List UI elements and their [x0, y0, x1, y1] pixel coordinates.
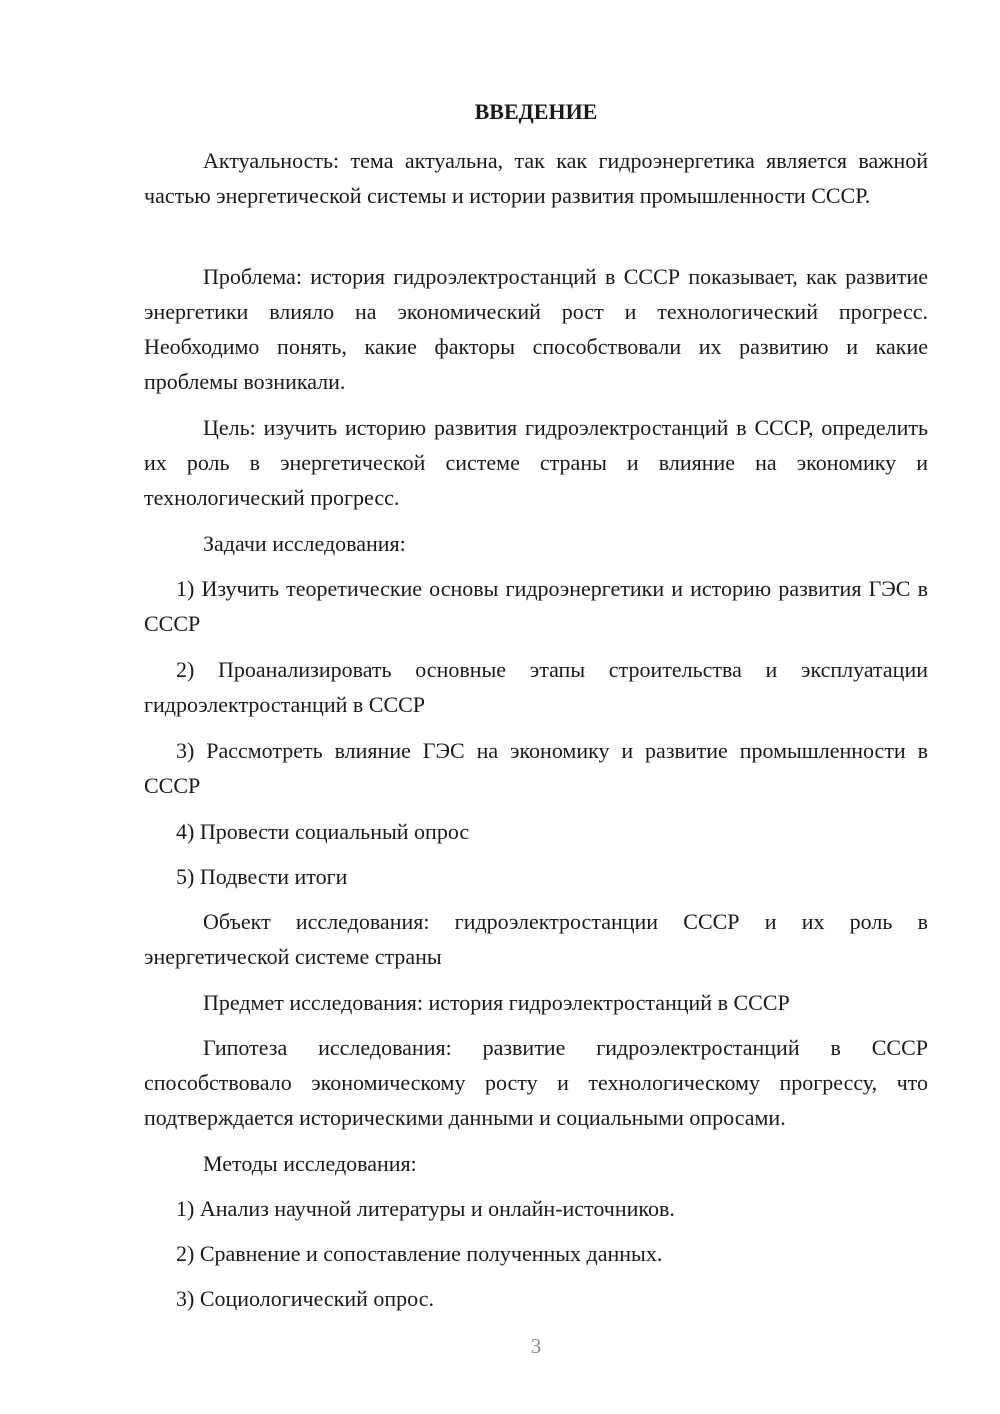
paragraph-relevance: Актуальность: тема актуальна, так как гидроэнергетика является важной частью энергетической системы и истории развития промышленности СССР. — [144, 148, 928, 208]
paragraph-goal: Цель: изучить историю развития гидроэлектростанций в СССР, определить их роль в энергетической системе страны и влияние на экономику и технологический прогресс. — [144, 415, 928, 510]
paragraph-tasks-heading: Задачи исследования: — [203, 531, 406, 556]
paragraph-hypothesis: Гипотеза исследования: развитие гидроэлектростанций в СССР способствовало экономическому росту и технологическому прогрессу, что подтверждается историческими данными и социальными опросами. — [144, 1035, 928, 1130]
task-item-4: 4) Провести социальный опрос — [176, 819, 470, 844]
paragraph-object: Объект исследования: гидроэлектростанции СССР и их роль в энергетической системе страны — [144, 909, 928, 969]
method-item-3: 3) Социологический опрос. — [176, 1286, 434, 1311]
section-title: ВВЕДЕНИЕ — [474, 99, 598, 124]
paragraph-methods-heading: Методы исследования: — [203, 1151, 417, 1176]
method-item-1: 1) Анализ научной литературы и онлайн-источников. — [176, 1196, 675, 1221]
task-item-5: 5) Подвести итоги — [176, 864, 348, 889]
task-item-2: 2) Проанализировать основные этапы строительства и эксплуатации гидроэлектростанций в СССР — [144, 657, 928, 717]
page-number: 3 — [530, 1334, 542, 1358]
paragraph-subject: Предмет исследования: история гидроэлектростанций в СССР — [203, 990, 790, 1015]
task-item-1: 1) Изучить теоретические основы гидроэнергетики и историю развития ГЭС в СССР — [144, 576, 928, 636]
task-item-3: 3) Рассмотреть влияние ГЭС на экономику и развитие промышленности в СССР — [144, 738, 928, 798]
method-item-2: 2) Сравнение и сопоставление полученных данных. — [176, 1241, 663, 1266]
paragraph-problem: Проблема: история гидроэлектростанций в СССР показывает, как развитие энергетики влияло на экономический рост и технологический прогресс. Необходимо понять, какие факторы способствовали их развитию и какие проблемы возникали. — [144, 264, 928, 394]
